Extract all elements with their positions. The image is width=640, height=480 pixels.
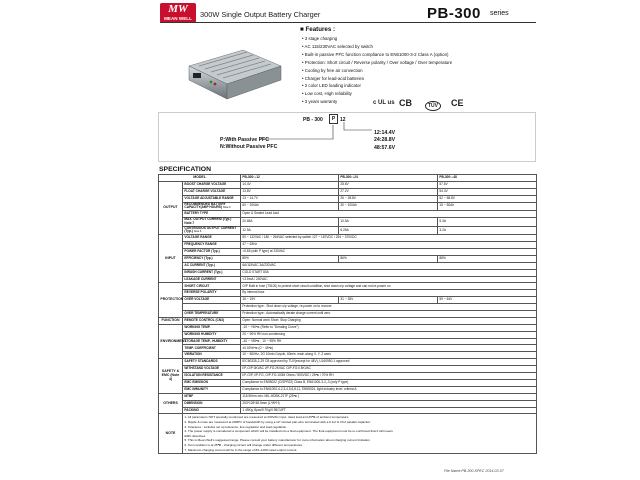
spec-value	[241, 338, 537, 345]
notes-cell	[183, 414, 537, 454]
spec-group-label	[159, 175, 241, 182]
spec-group-label-text: NOTE	[165, 430, 176, 435]
spec-item-label	[183, 379, 241, 386]
spec-value-text: PB-300□-24	[340, 175, 358, 180]
feature-item-text: Protection: Short circuit / Reverse polarity / Over voltage / Over temperature	[304, 59, 453, 65]
note-item: 6. Test condition is at 25℃ , charging current will change under different temperatures.	[184, 442, 303, 447]
spec-row	[159, 311, 537, 318]
spec-value	[339, 175, 438, 182]
feature-item-text: Cooling by free air convection	[304, 67, 363, 73]
note-item: 1. All parameters NOT specially mentioned are measured at 230VAC input, rated load and 25℃ of ambient temperature.	[184, 415, 350, 420]
document-title: 300W Single Output Battery Charger	[200, 10, 321, 19]
spec-value	[241, 359, 537, 366]
feature-item: • 3 stage charging	[302, 36, 338, 41]
spec-value-text: 20 ~ 90% RH non-condensing	[242, 331, 286, 336]
spec-item-label	[183, 331, 241, 338]
spec-item-label	[183, 269, 241, 276]
spec-row	[159, 366, 537, 373]
spec-row	[159, 324, 537, 331]
model-series-label: series	[490, 10, 509, 17]
spec-value-text: <3.5mA / 240VAC	[242, 276, 268, 281]
spec-item-label	[183, 400, 241, 407]
spec-value-text: ±0.03%/℃ (0 ~ 45℃)	[242, 345, 274, 350]
spec-value	[241, 188, 339, 195]
spec-value	[241, 226, 339, 235]
spec-item-label	[183, 255, 241, 262]
spec-value-text: 6A/115VAC 3A/230VAC	[242, 262, 276, 267]
spec-value	[241, 242, 537, 249]
spec-row	[159, 393, 537, 400]
spec-value	[241, 407, 537, 414]
spec-row	[159, 255, 537, 262]
spec-item-label-text: DIMENSION	[184, 400, 203, 405]
spec-value-text: PB-300□-48	[439, 175, 457, 180]
spec-item-label	[183, 276, 241, 283]
spec-value-text: 60 ~ 200Ah	[242, 203, 259, 208]
spec-group-label-text: OTHERS	[163, 400, 178, 405]
spec-value-text: 30 ~ 100Ah	[340, 203, 357, 208]
voltage-options	[374, 130, 395, 152]
file-name-footer: File Name:PB-300-SPEC 2014-03-07	[444, 469, 504, 473]
pfc-options	[220, 137, 277, 150]
spec-row	[159, 297, 537, 304]
spec-value	[241, 269, 537, 276]
spec-item-label-text: EMC IMMUNITY	[184, 386, 209, 391]
spec-item-label-text: SHORT CIRCUIT	[184, 283, 210, 288]
spec-group-label	[159, 317, 183, 324]
spec-value-text: PB-300□-12	[242, 175, 260, 180]
feature-item-text: 3 years warranty	[304, 99, 338, 105]
spec-item-label	[183, 386, 241, 393]
spec-value-text: 26 ~ 28.8V	[340, 195, 356, 200]
brand-logo	[160, 3, 196, 23]
spec-value	[241, 218, 339, 227]
spec-value	[241, 324, 537, 331]
voltage-option: 12:14.4V	[374, 130, 396, 136]
spec-value-text: 57.6V	[439, 181, 448, 186]
note-item: 4. The power supply is considered a component which will be installed into a final equipment. The final equipment must be re-confirmed that it still meets	[184, 429, 393, 434]
spec-value	[339, 188, 438, 195]
feature-item-text: 3 stage charging	[304, 36, 338, 41]
spec-value	[241, 249, 537, 256]
spec-value-text: -40 ~ +85℃ , 10 ~ 95% RH	[242, 338, 282, 343]
feature-item: • Protection: Short circuit / Reverse polarity / Over voltage / Over temperature	[302, 59, 453, 65]
spec-value	[241, 297, 339, 304]
spec-row	[159, 386, 537, 393]
spec-value	[241, 211, 537, 218]
spec-value-text: 3.2A	[439, 227, 446, 232]
ul-mark: c UL us	[373, 100, 395, 106]
specification-table	[158, 174, 537, 454]
spec-item-label-text: STORAGE TEMP., HUMIDITY	[184, 338, 228, 343]
spec-item-label	[183, 373, 241, 380]
spec-item-label-text: CONTINUOUS OUTPUT CURRENT (Typ.)	[184, 225, 237, 234]
spec-value-text: 13 ~ 14.7V	[242, 195, 258, 200]
spec-value	[339, 195, 438, 202]
feature-item: • 3 years warranty	[302, 99, 338, 105]
spec-group-label-text: SAFETY & EMC (Note 4)	[161, 369, 180, 381]
spec-value-text: Protection type : Shut down o/p voltage, re-power on to recover	[242, 304, 332, 309]
spec-item-label-text: EFFICIENCY (Typ.)	[184, 255, 213, 260]
spec-value	[339, 255, 438, 262]
spec-row	[159, 269, 537, 276]
spec-value-text: Compliance to EN61000-4-2,3,4,5,6,8,11, EN55024, light industry level, criteria A	[242, 386, 357, 391]
spec-item-label	[183, 324, 241, 331]
voltage-option: 48:57.6V	[374, 144, 396, 151]
spec-value	[241, 195, 339, 202]
spec-item-label	[183, 366, 241, 373]
spec-item-label-text: EMC EMISSION	[184, 379, 208, 384]
spec-value	[438, 181, 537, 188]
specification-heading: SPECIFICATION	[159, 166, 211, 173]
spec-row	[159, 242, 537, 249]
feature-item-text: Built-in passive PFC function compliance to EN61000-3-2 Class A (option)	[304, 51, 449, 57]
spec-item-label	[183, 407, 241, 414]
feature-item: • Low cost, High reliability	[302, 91, 352, 97]
spec-group-label-text: MODEL	[193, 175, 206, 180]
spec-row	[159, 188, 537, 195]
spec-value-text: 5.3A	[439, 218, 446, 223]
spec-item-label-text: WITHSTAND VOLTAGE	[184, 366, 220, 371]
spec-row	[159, 304, 537, 311]
spec-value-text: 59 ~ 64V	[439, 297, 453, 302]
spec-item-label	[183, 311, 241, 318]
header-divider	[160, 22, 536, 23]
spec-item-label	[183, 226, 241, 235]
spec-row	[159, 400, 537, 407]
spec-item-label	[183, 352, 241, 359]
spec-value	[241, 255, 339, 262]
spec-value-text: I/P-O/P:3KVAC I/P-FG:2KVAC O/P-FG:0.5KVAC	[242, 366, 311, 371]
spec-row	[159, 202, 537, 211]
spec-row	[159, 373, 537, 380]
spec-value	[241, 235, 537, 242]
spec-row	[159, 407, 537, 414]
spec-value	[438, 175, 537, 182]
spec-item-label-text: MTBF	[184, 393, 194, 398]
spec-value-text: >0.65 (with P type) at 230VAC	[242, 249, 286, 254]
spec-value	[241, 202, 339, 211]
spec-item-label-text: REMOTE CONTROL (CN3)	[184, 317, 224, 322]
spec-value	[339, 226, 438, 235]
spec-value-text: Compliance to EN55022 (CISPR22) Class B, EN61000-3-2,-3 (only P type)	[242, 379, 349, 384]
spec-value	[339, 297, 438, 304]
features-heading-text: Features :	[305, 26, 336, 33]
spec-item-label-text: WORKING HUMIDITY	[184, 331, 217, 336]
spec-group-label-text: ENVIRONMENT	[160, 338, 187, 343]
spec-value-text: I/P-O/P, I/P-FG, O/P-FG:100M Ohms / 500VDC / 25℃ / 70% RH	[242, 373, 334, 378]
spec-value	[241, 373, 537, 380]
model-title	[427, 5, 481, 22]
spec-value	[241, 400, 537, 407]
spec-value-text: Open & Sealed Lead Acid	[242, 211, 279, 216]
spec-value	[241, 331, 537, 338]
order-voltage-code: 12	[340, 117, 346, 123]
note-item: EMC directives.	[184, 433, 207, 438]
spec-value-text: 1.45Kg; 8pcs/9.7Kg/0.95CUFT	[242, 407, 286, 412]
spec-value-text: 16 ~ 19V	[242, 297, 256, 302]
spec-value	[438, 255, 537, 262]
spec-value-text: 14.4V	[242, 181, 251, 186]
spec-item-label	[183, 262, 241, 269]
spec-row	[159, 379, 537, 386]
feature-item: • AC 115/230VAC selected by switch	[302, 43, 373, 49]
spec-value-text: Protection type : Automatically derate charge current until zero	[242, 311, 331, 316]
spec-value	[241, 379, 537, 386]
spec-item-label	[183, 304, 241, 311]
spec-item-label	[183, 235, 241, 242]
spec-item-label-text: LEAKAGE CURRENT	[184, 276, 217, 281]
spec-value-text: COLD START 80A	[242, 269, 269, 274]
spec-item-label-text: REVERSE POLARITY	[184, 290, 217, 295]
spec-value-text: 15 ~ 50Ah	[439, 203, 455, 208]
spec-item-label	[183, 188, 241, 195]
spec-value	[241, 304, 537, 311]
spec-value-text: 13.8V	[242, 188, 251, 193]
spec-value	[339, 181, 438, 188]
spec-value-text: 12.5A	[242, 227, 251, 232]
spec-item-label-text: RECOMMENDED BATTERY CAPACITY(AMP HOURS)	[184, 201, 226, 210]
voltage-option: 24:28.8V	[374, 137, 396, 144]
spec-row	[159, 249, 537, 256]
certification-marks	[365, 98, 545, 110]
spec-item-label-text: BOOST CHARGE VOLTAGE	[184, 181, 227, 186]
model-name: PB-300	[427, 5, 481, 22]
spec-value	[339, 202, 438, 211]
spec-row	[159, 283, 537, 290]
spec-row	[159, 331, 537, 338]
spec-item-label-text: VOLTAGE ADJUSTABLE RANGE	[184, 195, 234, 200]
feature-item: • Charger for lead-acid batteries	[302, 75, 365, 81]
spec-value-text: 253*126*48.5mm (L*W*H)	[242, 400, 280, 405]
tuv-mark: TÜV	[425, 101, 441, 111]
spec-value-text: By internal fuse	[242, 290, 265, 295]
spec-value	[241, 352, 537, 359]
spec-row	[159, 338, 537, 345]
spec-value-text: 88%	[439, 255, 446, 260]
spec-group-label	[159, 414, 183, 454]
spec-value-text: 52 ~ 58.8V	[439, 195, 455, 200]
spec-item-label-text: AC CURRENT (Typ.)	[184, 262, 215, 267]
spec-item-label-text: BATTERY TYPE	[184, 211, 209, 216]
spec-item-label-text: SAFETY STANDARDS	[184, 359, 218, 364]
spec-item-label-text: POWER FACTOR (Typ.)	[184, 249, 220, 254]
spec-value	[241, 366, 537, 373]
feature-item-text: Charger for lead-acid batteries	[304, 75, 365, 81]
spec-row	[159, 359, 537, 366]
spec-item-label	[183, 242, 241, 249]
spec-value-text: 27.2V	[340, 188, 349, 193]
spec-item-label	[183, 181, 241, 188]
spec-item-label-text: TEMP. COEFFICIENT	[184, 345, 216, 350]
spec-row	[159, 317, 537, 324]
spec-row	[159, 276, 537, 283]
spec-item-label-text: WORKING TEMP.	[184, 324, 211, 329]
pfc-without-option: N:Without Passive PFC	[220, 143, 278, 150]
spec-item-label-text: FREQUENCY RANGE	[184, 242, 217, 247]
pfc-with-option: P:With Passive PFC	[220, 137, 269, 143]
ce-mark: CE	[451, 98, 464, 108]
spec-group-label-text: INPUT	[165, 255, 176, 260]
note-item: 3. Tolerance : includes set up tolerance, line regulation and load regulation.	[184, 424, 288, 429]
spec-value	[241, 181, 339, 188]
note-item: 5. This is Mean Well's suggested range. Please consult your battery manufacturer for more information about charging current limitation.	[184, 438, 371, 443]
spec-value-text: 47 ~ 63Hz	[242, 242, 258, 247]
spec-value	[438, 218, 537, 227]
spec-item-label	[183, 297, 241, 304]
spec-value	[241, 283, 537, 290]
spec-item-label-text: VOLTAGE RANGE	[184, 235, 212, 240]
spec-group-label	[159, 235, 183, 283]
spec-group-label-text: PROTECTION	[160, 297, 184, 302]
order-model-code: PB - 300	[303, 117, 323, 123]
spec-group-label	[159, 359, 183, 393]
spec-value-text: 86%	[340, 255, 347, 260]
spec-item-label-text: OVER VOLTAGE	[184, 297, 210, 302]
spec-value	[241, 276, 537, 283]
spec-item-label-text: MAX. OUTPUT CURRENT(Typ.) Note.7	[184, 217, 232, 225]
spec-item-note: Note.6	[193, 230, 202, 234]
spec-row	[159, 290, 537, 297]
spec-item-label-text: OVER TEMPERATURE	[184, 311, 219, 316]
spec-item-label	[183, 393, 241, 400]
spec-value	[241, 386, 537, 393]
spec-group-label	[159, 181, 183, 234]
spec-item-label	[183, 283, 241, 290]
spec-item-note: Note.6	[222, 206, 231, 210]
spec-value-text: 10 ~ 500Hz, 2G 10min./1cycle, 60min. each along X, Y, Z axes	[242, 352, 331, 357]
feature-item: • 2 color LED loading indicator	[302, 83, 361, 89]
product-image	[181, 44, 286, 104]
spec-value-text: O/P Built in fuse (T5100) to protect short circuit condition, shut down o/p voltage and can not re-power on	[242, 283, 391, 288]
feature-item: • Built-in passive PFC function compliance to EN61000-3-2 Class A (option)	[302, 51, 449, 57]
brand-logo-name: MEAN WELL	[164, 16, 192, 21]
spec-value	[438, 202, 537, 211]
spec-value-text: IEC60335-2-29 CB approved by TUV(except for 48V), UL60950-1 approved	[242, 359, 350, 364]
spec-value-text: 6.25A	[340, 227, 349, 232]
spec-value	[241, 262, 537, 269]
spec-value-text: -10 ~ +50℃ (Refer to "Derating Curve")	[242, 324, 299, 329]
feature-item-text: AC 115/230VAC selected by switch	[304, 43, 373, 49]
spec-value	[438, 188, 537, 195]
spec-item-label	[183, 359, 241, 366]
spec-group-label	[159, 393, 183, 414]
spec-item-label	[183, 345, 241, 352]
spec-row	[159, 235, 537, 242]
feature-item: • Cooling by free air convection	[302, 67, 363, 73]
spec-value	[438, 297, 537, 304]
spec-value-text: 85%	[242, 255, 249, 260]
spec-value	[241, 393, 537, 400]
spec-row	[159, 175, 537, 182]
spec-value-text: 28.8V	[340, 181, 349, 186]
spec-value-text: 20.85A	[242, 218, 253, 223]
spec-value	[241, 290, 537, 297]
spec-item-label-text: ISOLATION RESISTANCE	[184, 373, 223, 378]
spec-value	[241, 317, 537, 324]
spec-item-label-text: INRUSH CURRENT (Typ.)	[184, 269, 223, 274]
spec-row	[159, 226, 537, 235]
spec-row	[159, 352, 537, 359]
spec-value-text: 10.5A	[340, 218, 349, 223]
notes-list	[185, 415, 535, 452]
spec-value	[241, 345, 537, 352]
spec-value-text: 54.4V	[439, 188, 448, 193]
spec-value	[438, 226, 537, 235]
features-list	[302, 35, 542, 106]
note-item: 2. Ripple & noise are measured at 20MHz of bandwidth by using a 12" twisted pair-wire terminated with a 0.1uf & 47uf parallel capacitor.	[184, 419, 371, 424]
note-item: 7. Maximum charging current will be in the range of 80~110% rated output current.	[184, 447, 298, 452]
spec-item-label	[183, 290, 241, 297]
spec-item-label-text: PACKING	[184, 407, 199, 412]
spec-group-label	[159, 324, 187, 358]
spec-item-label	[183, 249, 241, 256]
spec-value	[438, 195, 537, 202]
spec-item-label	[183, 317, 241, 324]
spec-group-label-text: OUTPUT	[163, 205, 178, 210]
spec-item-label-text: VIBRATION	[184, 352, 202, 357]
spec-value-text: Open: Normal work Short: Stop Charging	[242, 317, 301, 322]
spec-value	[241, 175, 339, 182]
spec-row	[159, 262, 537, 269]
spec-row	[159, 345, 537, 352]
feature-item-text: 2 color LED loading indicator	[304, 83, 361, 89]
brand-logo-mark: MW	[168, 3, 188, 15]
spec-value-text: 90 ~ 132VAC / 180 ~ 264VAC selected by switch 127 ~ 187VDC / 254 ~ 370VDC	[242, 235, 357, 240]
spec-value-text: 31 ~ 35V	[340, 297, 354, 302]
spec-item-label	[183, 202, 241, 211]
spec-value	[339, 218, 438, 227]
features-heading: ■ Features :	[300, 26, 336, 33]
feature-item-text: Low cost, High reliability	[304, 91, 352, 97]
spec-group-label	[159, 283, 183, 317]
order-pfc-box: P	[329, 114, 338, 124]
spec-row	[159, 181, 537, 188]
spec-group-label-text: FUNCTION	[161, 317, 180, 322]
spec-item-label	[183, 338, 241, 345]
spec-value	[241, 311, 537, 318]
spec-value-text: 115.9Khrs min. MIL-HDBK-217F (25℃ )	[242, 393, 300, 398]
spec-notes-row	[159, 414, 537, 454]
cb-mark: CB	[399, 98, 412, 108]
spec-item-label-text: FLOAT CHARGE VOLTAGE	[184, 188, 226, 193]
